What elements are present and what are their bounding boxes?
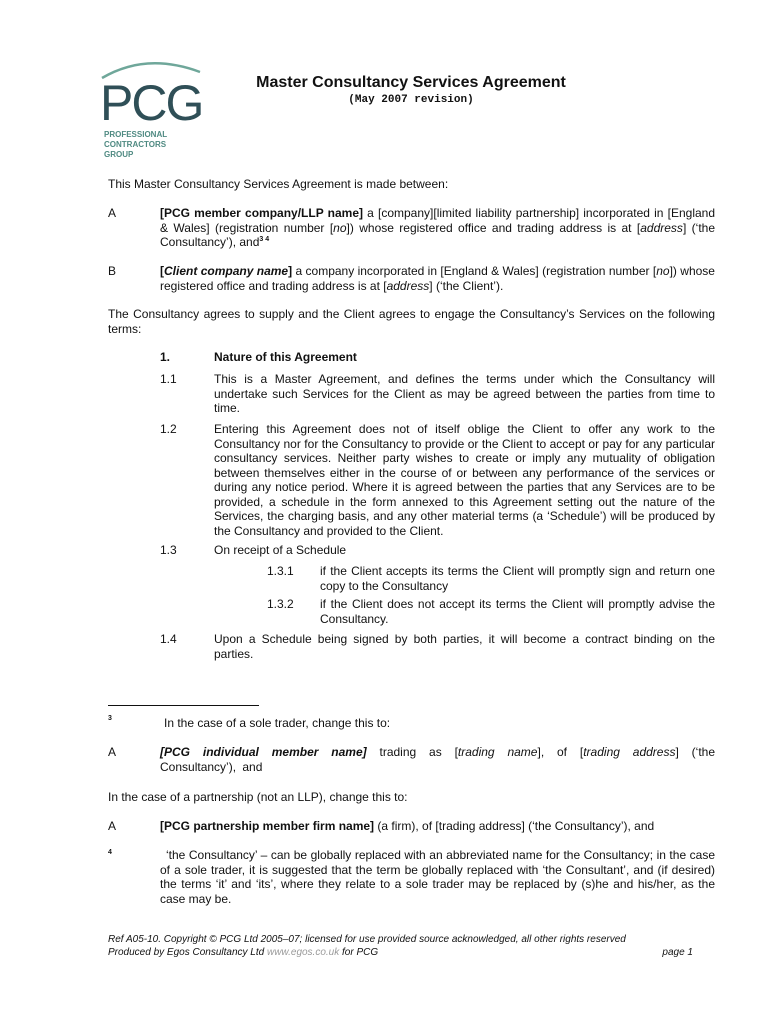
party-a-letter: A bbox=[108, 206, 117, 220]
agreement-statement: The Consultancy agrees to supply and the Client agrees to engage the Consultancy’s Services on the following terms: bbox=[108, 307, 715, 336]
clause-1-4: Upon a Schedule being signed by both parties, it will become a contract binding on the parties. bbox=[214, 632, 715, 661]
footnote-3-mark: 3 bbox=[108, 715, 112, 722]
party-a-name: [PCG member company/LLP name] bbox=[160, 206, 363, 220]
footnote-3-text: In the case of a sole trader, change this to: bbox=[164, 716, 391, 730]
footer-produced-by: Produced by Egos Consultancy Ltd www.egos.co.uk for PCG page 1 bbox=[108, 947, 693, 958]
clause-1-3-2: if the Client does not accept its terms the Client will promptly advise the Consultancy. bbox=[320, 597, 715, 626]
section-1-heading: Nature of this Agreement bbox=[214, 350, 357, 364]
clause-1-2: Entering this Agreement does not of itself oblige the Client to offer any work to the Consultancy nor for the Consultancy to provide or the Client to accept or pay for any particular consultancy services. Neither party wishes to create or imply any mutuality of obligation between themselves either in the course of or between any performance of the services or during any notice period. Where it is agreed between the parties that any Services are to be provided, a schedule in the form annexed to this Agreement setting out the nature of the Services, the charging basis, and any other material terms (a ‘Schedule’) will be produced by the Consultancy and provided to the Client. bbox=[214, 422, 715, 538]
footnote-ref-3-4: 3 4 bbox=[259, 236, 270, 243]
clause-1-3-number: 1.3 bbox=[160, 543, 177, 557]
section-1-number: 1. bbox=[160, 350, 171, 364]
party-b-letter: B bbox=[108, 264, 117, 278]
logo-tagline-2: CONTRACTORS bbox=[104, 140, 167, 149]
clause-1-3-1: if the Client accepts its terms the Client will promptly sign and return one copy to the Consultancy bbox=[320, 564, 715, 593]
footer-copyright: Ref A05-10. Copyright © PCG Ltd 2005–07; licensed for use provided source acknowledged, all other rights reserved bbox=[108, 934, 626, 945]
clause-1-3: On receipt of a Schedule bbox=[214, 543, 347, 557]
clause-1-3-1-number: 1.3.1 bbox=[267, 564, 294, 578]
clause-1-1-number: 1.1 bbox=[160, 372, 177, 386]
footnote-a2-letter: A bbox=[108, 819, 117, 833]
logo-letters: PCG bbox=[100, 75, 203, 131]
clause-1-1: This is a Master Agreement, and defines the terms under which the Consultancy will undertake such Services for the Client as may be agreed between the parties from time to time. bbox=[214, 372, 715, 415]
footnote-4-text: ‘the Consultancy’ – can be globally replaced with an abbreviated name for the Consultancy; in the case of a sole trader, it is suggested that the term be globally replaced with ‘the Consultant’, and (if desired) the terms ‘it’ and ‘its’, where they relate to a sole trader may be replaced by (s)he and his/her, as the case may be. bbox=[160, 848, 715, 906]
intro-text: This Master Consultancy Services Agreement is made between: bbox=[108, 177, 449, 191]
document-title: Master Consultancy Services Agreement bbox=[256, 74, 566, 91]
clause-1-2-number: 1.2 bbox=[160, 422, 177, 436]
clause-1-4-number: 1.4 bbox=[160, 632, 177, 646]
party-b-name: Client company name bbox=[164, 264, 289, 278]
egos-website-link[interactable]: www.egos.co.uk bbox=[266, 947, 340, 958]
party-b-text: [Client company name] a company incorporated in [England & Wales] (registration number [no]) whose registered office and trading address is at [address] (‘the Client’). bbox=[160, 264, 715, 293]
footnote-a-letter: A bbox=[108, 745, 117, 759]
footnote-divider bbox=[108, 705, 259, 706]
footnote-partnership-a: [PCG partnership member firm name] (a firm), of [trading address] (‘the Consultancy’), and bbox=[160, 819, 655, 833]
document-revision: (May 2007 revision) bbox=[348, 94, 474, 106]
party-a-text: [PCG member company/LLP name] a [company][limited liability partnership] incorporated in [England & Wales] (registration number [no]) whose registered office and trading address is at [address] (‘the Consultancy’), and$^{3 4}$ bbox=[160, 206, 716, 249]
logo-tagline-3: GROUP bbox=[104, 150, 134, 159]
footnote-sole-trader-a: [PCG individual member name] trading as [trading name], of [trading address] (‘the Consultancy’), and bbox=[160, 745, 716, 774]
page-number: page 1 bbox=[662, 947, 693, 958]
footnote-partnership: In the case of a partnership (not an LLP), change this to: bbox=[108, 790, 408, 804]
footnote-4-mark: 4 bbox=[108, 849, 112, 856]
clause-1-3-2-number: 1.3.2 bbox=[267, 597, 294, 611]
logo-tagline-1: PROFESSIONAL bbox=[104, 130, 168, 139]
